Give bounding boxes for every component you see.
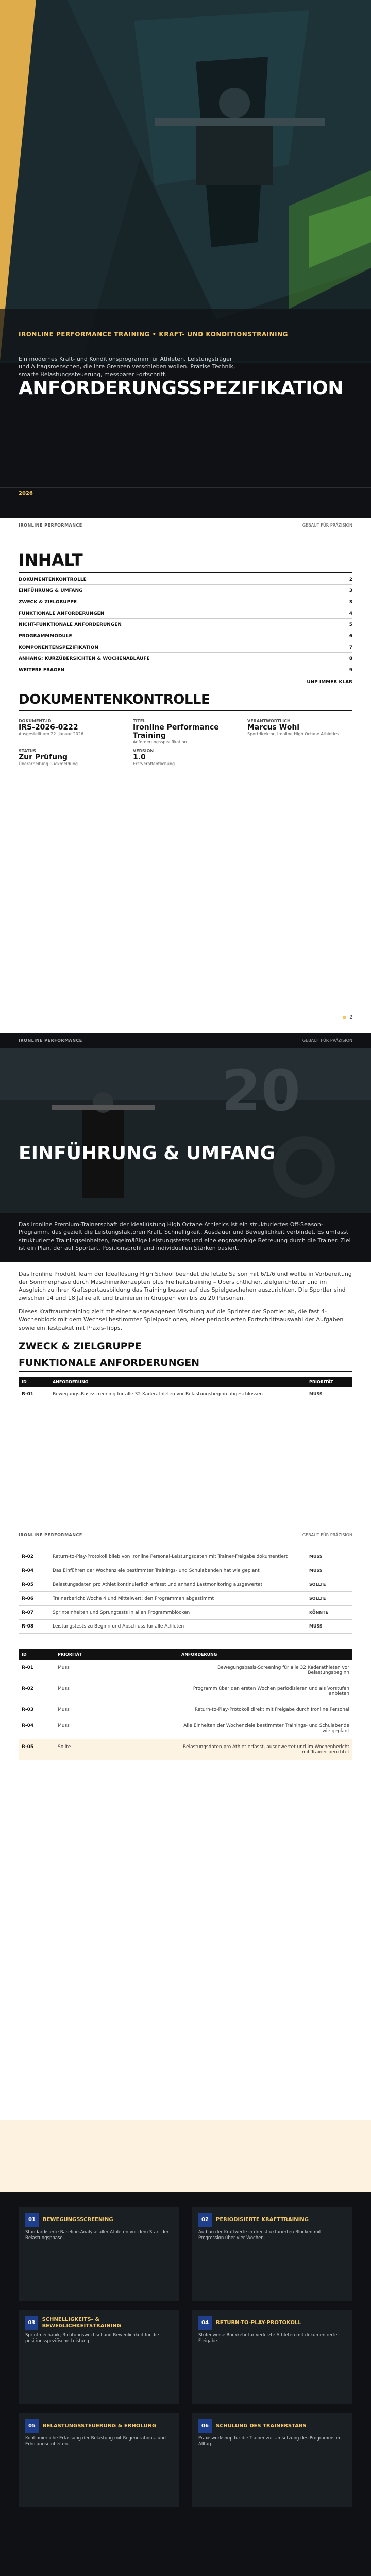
nfr-priority: Muss	[55, 1660, 178, 1681]
column-header: ANFORDERUNG	[49, 1377, 306, 1387]
module-title: PERIODISIERTE KRAFTTRAINING	[216, 2216, 309, 2223]
module-head	[25, 2213, 173, 2227]
scope-title: EINFÜHRUNG & UMFANG	[19, 1143, 276, 1164]
module-number: 02	[198, 2213, 212, 2227]
table-row	[19, 1550, 352, 1564]
toc-page: 5	[349, 622, 352, 628]
module-head	[198, 2316, 346, 2330]
func-req-rule	[19, 1371, 352, 1372]
toc-page: 3	[349, 588, 352, 594]
module-body: Stufenweise Rückkehr für verletzte Athleten mit dokumentierter Freigabe.	[198, 2333, 339, 2344]
page-requirements	[0, 1528, 371, 2120]
module-head	[25, 2316, 173, 2330]
module-head	[198, 2419, 346, 2433]
modules-grid	[0, 2192, 371, 2522]
table-header	[19, 1649, 352, 1660]
toc-page: 2	[349, 577, 352, 582]
req-priority: MUSS	[306, 1550, 352, 1564]
cover-text: Ein modernes Kraft- und Konditionsprogramm für Athleten, Leistungsträger und Alltagsmenschen, die ihre Grenzen verschieben wollen. Präzise Technik, smarte Belastungssteuerung, messbarer Fortschritt.	[19, 355, 235, 378]
table-row	[19, 1702, 352, 1718]
req-text: Leistungstests zu Beginn und Abschluss für alle Athleten	[49, 1620, 306, 1634]
meta-value: Zur Prüfung	[19, 753, 68, 761]
nfr-priority: Sollte	[55, 1739, 178, 1760]
module-title: SCHULUNG DES TRAINERSTABS	[216, 2422, 307, 2429]
toc-row[interactable]	[19, 596, 352, 607]
req-text: Bewegungs-Basisscreening für alle 32 Kaderathleten vor Belastungsbeginn abgeschlossen	[49, 1387, 306, 1401]
meta-sub: Sportdirektor, Ironline High Octane Athletics	[247, 731, 339, 736]
table-row	[19, 1620, 352, 1634]
meta-field	[247, 719, 352, 744]
nfr-text: Alle Einheiten der Wochenziele bestimmter Trainings- und Schulabende wie geplant	[178, 1718, 352, 1739]
toc-label: ANHANG: KURZÜBERSICHTEN & WOCHENABLÄUFE	[19, 656, 150, 662]
func-req-title: FUNKTIONALE ANFORDERUNGEN	[19, 1357, 200, 1369]
module-card	[192, 2207, 352, 2301]
purpose-text-2: Dieses Kraftraumtraining zielt mit einer ausgewogenen Mischung auf die Sprinter der Sportler ab, die fast 4-Wochenblock mit dem Wechsel bestimmter Spielpositionen, einer periodisierten Fortschrittsauswahl der Aufgaben sowie ein Testpaket mit Praxis-Tipps.	[19, 1308, 344, 1332]
doc-control-title: DOKUMENTENKONTROLLE	[19, 691, 210, 707]
func-req-table-cont	[19, 1550, 352, 1634]
toc-row[interactable]	[19, 573, 352, 585]
column-header: ID	[19, 1377, 49, 1387]
toc-label: PROGRAMMMODULE	[19, 633, 72, 639]
page-footer	[0, 1010, 371, 1025]
req-id: R-04	[19, 1564, 49, 1578]
table-row	[19, 1681, 352, 1702]
toc-label: KOMPONENTENSPEZIFIKATION	[19, 645, 98, 650]
page-header-dark	[0, 1033, 371, 1048]
page-modules	[0, 2120, 371, 2576]
toc-page: 9	[349, 667, 352, 673]
toc-page: 6	[349, 633, 352, 639]
column-header: PRIORITÄT	[55, 1649, 178, 1660]
meta-label: TITEL	[133, 718, 146, 723]
cover-version: 2026	[19, 490, 33, 496]
req-priority: SOLLTE	[306, 1578, 352, 1592]
toc-label: EINFÜHRUNG & UMFANG	[19, 588, 83, 594]
func-req-table	[19, 1377, 352, 1401]
cover-divider	[0, 487, 371, 488]
req-priority: KÖNNTE	[306, 1606, 352, 1620]
table-row	[19, 1718, 352, 1739]
meta-label: VERANTWORTLICH	[247, 718, 291, 723]
req-id: R-05	[19, 1578, 49, 1592]
meta-field	[133, 719, 238, 744]
table-row	[19, 1592, 352, 1606]
toc-row[interactable]	[19, 664, 352, 675]
meta-sub: Ausgestellt am 22. Januar 2026	[19, 731, 84, 736]
module-card	[192, 2413, 352, 2507]
req-priority: MUSS	[306, 1387, 352, 1401]
table-row	[19, 1387, 352, 1401]
toc-label: DOKUMENTENKONTROLLE	[19, 577, 87, 582]
toc-row[interactable]	[19, 641, 352, 653]
footer-dot-icon	[343, 1016, 346, 1019]
nfr-text: Programm über den ersten Wochen periodisieren und als Vorstufen anbieten	[178, 1681, 352, 1702]
req-priority: SOLLTE	[306, 1592, 352, 1606]
nfr-id: R-02	[19, 1681, 55, 1702]
module-number: 01	[25, 2213, 39, 2227]
meta-label: STATUS	[19, 748, 36, 753]
table-body	[19, 1387, 352, 1401]
scope-intro: Das Ironline Premium-Trainerschaft der Ideallüstung High Octane Athletics ist ein strukturiertes Off-Season-Programm, das gezielt die Leistungsfaktoren Kraft, Schnelligkeit, Ausdauer und Beweglichkeit verbindet. Es umfasst strukturierte Trainingseinheiten, regelmäßige Leistungstests und eine engmaschige Betreuung durch die Trainer. Ziel ist ein Plan, der auf Sportart, Positionsprofil und individuellen Stärken basiert.	[0, 1213, 371, 1262]
module-title: RETURN-TO-PLAY-PROTOKOLL	[216, 2319, 301, 2326]
meta-sub: Anforderungsspezifikation	[133, 739, 187, 744]
req-id: R-02	[19, 1550, 49, 1564]
table-row	[19, 1578, 352, 1592]
module-number: 04	[198, 2316, 212, 2330]
req-id: R-01	[19, 1387, 49, 1401]
req-id: R-08	[19, 1620, 49, 1634]
cover-hero-image	[0, 0, 371, 361]
cover-title: ANFORDERUNGSSPEZIFIKATION	[19, 378, 343, 399]
nfr-id: R-04	[19, 1718, 55, 1739]
toc-page: 8	[349, 656, 352, 662]
meta-field	[133, 749, 238, 766]
table-row	[19, 1739, 352, 1760]
modules-bottom	[0, 2522, 371, 2576]
module-card	[19, 2413, 179, 2507]
toc-list	[19, 573, 352, 675]
nfr-id: R-03	[19, 1702, 55, 1718]
meta-label: VERSION	[133, 748, 154, 753]
meta-value: 1.0	[133, 753, 146, 761]
purpose-text: Das Ironline Produkt Team der Ideallösung High School beendet die letzte Saison mit 6/1/6 und wollte in Vorbereitung der Sommerphase durch Maschinenkonzepten plus Freiheitstraining – Übersichtlicher, zielgerichteter und im Ausgleich zu ihrer Kraftsportausbildung das Training besser auf das Spielgeschehen auszurichten. Die Sportler sind zwischen 14 und 18 Jahre alt und trainieren in Gruppen von bis zu 20 Personen.	[19, 1270, 352, 1302]
meta-value: IRS-2026-0222	[19, 723, 78, 732]
column-header: PRIORITÄT	[306, 1377, 352, 1387]
toc-row[interactable]	[19, 607, 352, 619]
gym-image	[0, 1048, 371, 1213]
toc-caption: UNP IMMER KLAR	[307, 679, 352, 685]
nfr-priority: Muss	[55, 1681, 178, 1702]
header-brand: IRONLINE PERFORMANCE	[19, 1038, 82, 1043]
module-card	[19, 2310, 179, 2404]
doc-control-rule	[19, 710, 352, 711]
nfr-text: Return-to-Play-Protokoll direkt mit Freigabe durch Ironline Personal	[178, 1702, 352, 1718]
req-id: R-06	[19, 1592, 49, 1606]
module-card	[192, 2310, 352, 2404]
cover	[0, 0, 371, 518]
nfr-priority: Muss	[55, 1702, 178, 1718]
module-body: Aufbau der Kraftwerte in drei strukturierten Blöcken mit Progression über vier Wochen.	[198, 2230, 322, 2241]
module-body: Standardisierte Baseline-Analyse aller Athleten vor dem Start der Belastungsphase.	[25, 2230, 169, 2241]
page-scope	[0, 1033, 371, 1528]
meta-value: Marcus Wohl	[247, 723, 300, 732]
table-row	[19, 1660, 352, 1681]
module-body: Praxisworkshop für die Trainer zur Umsetzung des Programms im Alltag.	[198, 2436, 342, 2447]
toc-page: 3	[349, 599, 352, 605]
meta-sub: Überarbeitung Rückmeldung	[19, 761, 78, 766]
req-text: Das Einführen der Wochenziele bestimmter Trainings- und Schulabenden hat wie geplant	[49, 1564, 306, 1578]
module-title: SCHNELLIGKEITS- & BEWEGLICHKEITSTRAINING	[42, 2316, 121, 2329]
toc-label: WEITERE FRAGEN	[19, 667, 65, 673]
meta-sub: Erstveröffentlichung	[133, 761, 175, 766]
toc-row[interactable]	[19, 653, 352, 664]
toc-label: FUNKTIONALE ANFORDERUNGEN	[19, 611, 105, 616]
module-head	[198, 2213, 346, 2227]
toc-row[interactable]	[19, 619, 352, 630]
header-brand: IRONLINE PERFORMANCE	[19, 523, 82, 528]
module-number: 05	[25, 2419, 39, 2433]
nfr-id: R-01	[19, 1660, 55, 1681]
module-body: Sprintmechanik, Richtungswechsel und Beweglichkeit für die positionsspezifische Leistung.	[25, 2333, 159, 2344]
table-row	[19, 1606, 352, 1620]
module-title: BELASTUNGSSTEUERUNG & ERHOLUNG	[43, 2422, 157, 2429]
meta-value: Ironline Performance Training	[133, 723, 219, 740]
purpose-title: ZWECK & ZIELGRUPPE	[19, 1341, 142, 1352]
meta-label: DOKUMENT-ID	[19, 718, 52, 723]
nfr-text: Belastungsdaten pro Athlet erfasst, ausgewertet und im Wochenbericht mit Trainer berichtet	[178, 1739, 352, 1760]
cover-subtitle: IRONLINE PERFORMANCE TRAINING • KRAFT- UND KONDITIONSTRAINING	[19, 331, 288, 338]
nfr-text: Bewegungsbasis-Screening für alle 32 Kaderathleten vor Belastungsbeginn	[178, 1660, 352, 1681]
page-number: 2	[349, 1015, 352, 1020]
nfr-table	[19, 1649, 352, 1760]
column-header: ID	[19, 1649, 55, 1660]
page-header	[0, 1528, 371, 1543]
nfr-id: R-05	[19, 1739, 55, 1760]
module-card	[19, 2207, 179, 2301]
module-title: BEWEGUNGSSCREENING	[43, 2216, 113, 2223]
header-label: GEBAUT FÜR PRÄZISION	[302, 1533, 352, 1537]
table-row	[19, 1564, 352, 1578]
nfr-priority: Muss	[55, 1718, 178, 1739]
table-header	[19, 1377, 352, 1387]
meta-field	[19, 749, 124, 766]
cover-strip	[19, 505, 352, 512]
module-number: 06	[198, 2419, 212, 2433]
req-text: Belastungsdaten pro Athlet kontinuierlich erfasst und anhand Lastmonitoring ausgewertet	[49, 1578, 306, 1592]
toc-row[interactable]	[19, 585, 352, 596]
column-header: ANFORDERUNG	[178, 1649, 352, 1660]
toc-page: 4	[349, 611, 352, 616]
toc-page: 7	[349, 645, 352, 650]
req-text: Sprinteinheiten und Sprungtests in allen Programmblöcken	[49, 1606, 306, 1620]
module-body: Kontinuierliche Erfassung der Belastung mit Regenerations- und Erholungseinheiten.	[25, 2436, 166, 2447]
toc-label: ZWECK & ZIELGRUPPE	[19, 599, 77, 605]
toc-label: NICHT-FUNKTIONALE ANFORDERUNGEN	[19, 622, 122, 628]
svg-text:20: 20	[222, 1058, 301, 1124]
header-label: GEBAUT FÜR PRÄZISION	[302, 523, 352, 528]
header-label: GEBAUT FÜR PRÄZISION	[302, 1038, 352, 1043]
page-header	[0, 518, 371, 533]
req-priority: MUSS	[306, 1620, 352, 1634]
table-body	[19, 1550, 352, 1634]
doc-control-grid	[19, 719, 352, 766]
table-body	[19, 1660, 352, 1760]
toc-row[interactable]	[19, 630, 352, 641]
modules-band	[0, 2120, 371, 2192]
module-number: 03	[25, 2316, 38, 2330]
header-brand: IRONLINE PERFORMANCE	[19, 1533, 82, 1537]
meta-field	[19, 719, 124, 744]
req-text: Trainerbericht Woche 4 und Mittelwert: den Programmen abgestimmt	[49, 1592, 306, 1606]
req-id: R-07	[19, 1606, 49, 1620]
scope-hero-image	[0, 1048, 371, 1213]
req-text: Return-to-Play-Protokoll blieb von Ironline Personal-Leistungsdaten mit Trainer-Freigabe dokumentiert	[49, 1550, 306, 1564]
req-priority: MUSS	[306, 1564, 352, 1578]
page-toc	[0, 518, 371, 1033]
module-head	[25, 2419, 173, 2433]
toc-title: INHALT	[19, 550, 83, 570]
